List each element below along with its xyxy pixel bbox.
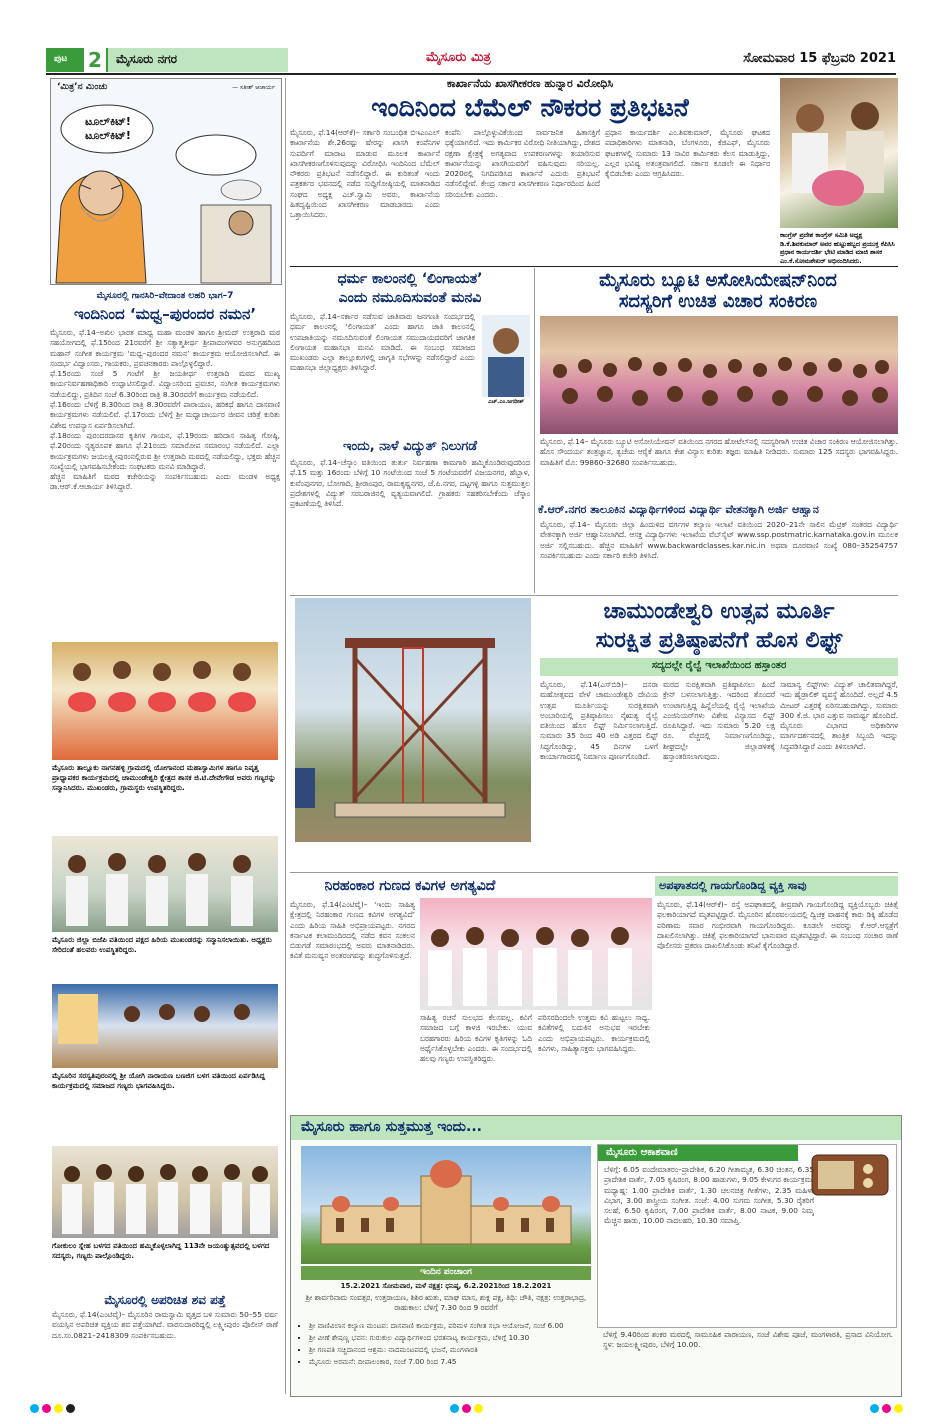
poets-col-3: ಪರಿಸರದಿಂದಲೇ ಉತ್ತಮ ಕವಿ ಹುಟ್ಟಲು ಸಾಧ್ಯ. ಕವಿತೆಗಳಲ್ಲಿ ಬದುಕಿನ ಅನುಭವ ಇರಬೇಕು ಎಂದು ಅಭಿಪ್ರಾಯಪಟ್ಟರು. ಕಾರ್ಯಕ್ರಮದಲ್ಲಿ ಕವಿಗಳು, ಸಾಹಿತ್ಯಾಸಕ್ತರು ಭಾಗವಹಿಸಿದ್ದರು.	[538, 1013, 650, 1053]
section-name-box	[108, 48, 288, 72]
radio-title-bar	[598, 1145, 798, 1161]
lift-structure	[295, 598, 531, 842]
chamundi-col-1: ಮೈಸೂರು, ಫೆ.14(ಎಸ್‌ಬಿಡಿ)– ದಸರಾ ಮಹೋತ್ಸವದ ವೇಳೆ ಚಾಮುಂಡೇಶ್ವರಿ ದೇವಿಯ ಉತ್ಸವ ಮೂರ್ತಿಯನ್ನು ಸುರಕ್ಷಿತವಾಗಿ ಅಂಬಾರಿಯಲ್ಲಿ ಪ್ರತಿಷ್ಠಾಪಿಸಲು ನೈಋತ್ಯ ರೈಲ್ವೆ ವತಿಯಿಂದ ಹೊಸ ಲಿಫ್ಟ್ ನಿರ್ಮಿಸಲಾಗುತ್ತಿದೆ. ಸುಮಾರು 35 ರಿಂದ 40 ಅಡಿ ಎತ್ತರದ ಲಿಫ್ಟ್ ಸಿದ್ಧಗೊಂಡಿದ್ದು, 45 ದಿನಗಳ ಒಳಗೆ ಕಾರ್ಯಾಗಾರದಲ್ಲಿ ನಿರ್ಮಾಣ ಪೂರ್ಣಗೊಂಡಿದೆ.	[540, 680, 658, 762]
registration-mark	[870, 1404, 879, 1413]
row-rule-2	[290, 872, 898, 873]
lingayat-portrait-caption: ಎಚ್.ಎಂ.ಜಗದೀಶ್	[488, 399, 524, 405]
issue-date: ಸೋಮವಾರ 15 ಫೆಬ್ರವರಿ 2021	[743, 51, 896, 66]
chamundi-headline-2: ಸುರಕ್ಷಿತ ಪ್ರತಿಷ್ಠಾಪನೆಗೆ ಹೊಸ ಲಿಫ್ಟ್	[595, 628, 843, 653]
panchang-title: ಇಂದಿನ ಪಂಚಾಂಗ	[420, 1267, 472, 1277]
unclaimed-body: ಮೈಸೂರು, ಫೆ.14(ಎಂಟಿವೈ)– ಮೈಸೂರಿನ ರಾಮಸ್ವಾಮಿ ವೃತ್ತದ ಬಳಿ ಸುಮಾರು 50–55 ವರ್ಷ ವಯಸ್ಸಿನ ಅಪರಿಚಿತ ವ್ಯಕ್ತಿಯ ಶವ ಪತ್ತೆಯಾಗಿದೆ. ವಾರಸುದಾರರಿದ್ದಲ್ಲಿ ಲಕ್ಷ್ಮೀಪುರಂ ಪೊಲೀಸ್ ಠಾಣೆ ದೂ.ಸಂ.0821–2418309 ಸಂಪರ್ಕಿಸಬಹುದು.	[52, 1310, 278, 1340]
header-rule	[46, 73, 896, 75]
registration-mark	[882, 1404, 891, 1413]
felicitation-people-3	[52, 984, 278, 1068]
today-box	[290, 1115, 902, 1397]
event-item: ▪ ಶ್ರೀ ವೀಣೆ ಶೇಷಣ್ಣ ಭವನ: ಗುರುಕುಲ ವಿದ್ಯಾರ್ಥಿಗಳಿಂದ ಭರತನಾಟ್ಯ ಕಾರ್ಯಕ್ರಮ, ಬೆಳಿಗ್ಗೆ 10.30	[309, 1333, 609, 1343]
lingayat-portrait	[482, 315, 530, 397]
power-body: ಮೈಸೂರು, ಫೆ.14–ಚೆಸ್ಕಾಂ ವತಿಯಿಂದ ತುರ್ತು ನಿರ್ವಹಣಾ ಕಾಮಗಾರಿ ಹಮ್ಮಿಕೊಂಡಿರುವುದರಿಂದ ಫೆ.15 ಮತ್ತು 16ರಂದು ಬೆಳಿಗ್ಗೆ 10 ಗಂಟೆಯಿಂದ ಸಂಜೆ 5 ಗಂಟೆಯವರೆಗೆ ವಿಜಯನಗರ, ಹೆಬ್ಬಾಳ, ಕುವೆಂಪುನಗರ, ಬೋಗಾದಿ, ಶ್ರೀರಾಂಪುರ, ರಾಮಕೃಷ್ಣನಗರ, ಜೆ.ಪಿ.ನಗರ, ದಟ್ಟಗಳ್ಳಿ ಹಾಗೂ ಸುತ್ತಮುತ್ತಲ ಪ್ರದೇಶಗಳಲ್ಲಿ ವಿದ್ಯುತ್ ಸರಬರಾಜಿನಲ್ಲಿ ವ್ಯತ್ಯಯವಾಗಲಿದೆ. ಗ್ರಾಹಕರು ಸಹಕರಿಸಬೇಕೆಂದು ಚೆಸ್ಕಾಂ ಪ್ರಕಟಣೆಯಲ್ಲಿ ತಿಳಿಸಿದೆ.	[290, 458, 530, 509]
series-body: ಮೈಸೂರು, ಫೆ.14–ಅಖಿಲ ಭಾರತ ಮಾಧ್ವ ಮಹಾ ಮಂಡಳಿ ಹಾಗೂ ಶ್ರೀಮದ್ ಉತ್ತರಾದಿ ಮಠ ಸಹಯೋಗದಲ್ಲಿ ಫೆ.15ರಿಂದ 21ರವರೆಗೆ ಶ್ರೀ ಸತ್ಯಾತ್ಮತೀರ್ಥ ಶ್ರೀಪಾದಂಗಳವರ ಅನುಗ್ರಹದಿಂದ ಮಹಾನ್ ಸಂಗೀತ ಕಾರ್ಯಕ್ರಮ ‘ಮಧ್ವ–ಪುರಂದರ ನಮನ’ ಕಾರ್ಯಕ್ರಮ ಆಯೋಜಿಸಲಾಗಿದೆ. ಈ ಸಂದರ್ಭ ವಿದ್ವಾಂಸರು, ಗಾಯಕರು, ಪ್ರವಚನಕಾರರು ಪಾಲ್ಗೊಳ್ಳಲಿದ್ದಾರೆ. ಫೆ.15ರಂದು ಸಂಜೆ 5 ಗಂಟೆಗೆ ಶ್ರೀ ಜಯತೀರ್ಥ ಉತ್ತರಾದಿ ಮಠದ ಮುಖ್ಯ ಕಾರ್ಯನಿರ್ವಹಣಾಧಿಕಾರಿ ಉದ್ಘಾಟಿಸಲಿದ್ದಾರೆ. ವಿದ್ವಾಂಸರಿಂದ ಪ್ರವಚನ, ಸಂಗೀತ ಕಾರ್ಯಕ್ರಮಗಳು ನಡೆಯಲಿದ್ದು, ಪ್ರತಿದಿನ ಸಂಜೆ 6.30ರಿಂದ ರಾತ್ರಿ 8.30ರವರೆಗೆ ಕಾರ್ಯಕ್ರಮ ನಡೆಯಲಿದೆ. ಫೆ.16ರಂದು ಬೆಳಿಗ್ಗೆ 8.30ರಿಂದ ರಾತ್ರಿ 8.30ರವರೆಗೆ ಪಾರಾಯಣ, ಹರಿಕಥೆ ಹಾಗೂ ದಾಸವಾಣಿ ಕಾರ್ಯಕ್ರಮಗಳು ನಡೆಯಲಿವೆ. ಫೆ.17ರಂದು ಬೆಳಿಗ್ಗೆ ಶ್ರೀ ಮಧ್ವಾಚಾರ್ಯರ ಜೀವನ ಚರಿತ್ರೆ ಕುರಿತು ವಿಶೇಷ ಉಪನ್ಯಾಸ ಏರ್ಪಡಿಸಲಾಗಿದೆ. ಫೆ.18ರಂದು ಪುರಂದರದಾಸರ ಕೃತಿಗಳ ಗಾಯನ, ಫೆ.19ರಂದು ಹರಿದಾಸ ಸಾಹಿತ್ಯ ಗೋಷ್ಠಿ, ಫೆ.20ರಂದು ನೃತ್ಯರೂಪಕ ಹಾಗೂ ಫೆ.21ರಂದು ಸಮಾರೋಪ ಸಮಾರಂಭ ನಡೆಯಲಿದೆ. ಎಲ್ಲಾ ಕಾರ್ಯಕ್ರಮಗಳು ಜಯಲಕ್ಷ್ಮೀಪುರಂನಲ್ಲಿರುವ ಶ್ರೀ ಉತ್ತರಾದಿ ಮಠದಲ್ಲಿ ನಡೆಯಲಿದ್ದು, ಭಕ್ತರು ಹೆಚ್ಚಿನ ಸಂಖ್ಯೆಯಲ್ಲಿ ಭಾಗವಹಿಸಬೇಕೆಂದು ಸಂಘಟಕರು ಮನವಿ ಮಾಡಿದ್ದಾರೆ. ಹೆಚ್ಚಿನ ಮಾಹಿತಿಗೆ ಮಠದ ಕಚೇರಿಯನ್ನು ಸಂಪರ್ಕಿಸಬಹುದು ಎಂದು ಮಂಡಳಿ ಅಧ್ಯಕ್ಷ ಡಾ.ಆರ್.ಕೆ.ಆಚಾರ್ಯ ತಿಳಿಸಿದ್ದಾರೆ.	[50, 328, 280, 492]
panchang-title-bar	[301, 1266, 591, 1280]
panchang-line-2: ಶ್ರೀ ಶಾರ್ವರಿನಾಮ ಸಂವತ್ಸರ, ಉತ್ತರಾಯಣ, ಶಿಶಿರ ಋತು, ಮಾಘ ಮಾಸ, ಶುಕ್ಲ ಪಕ್ಷ, ತಿಥಿ: ಚೌತಿ, ನಕ್ಷತ್ರ: ಉತ್ತರಾಭಾದ್ರ, ರಾಹುಕಾಲ: ಬೆಳಿಗ್ಗೆ 7.30 ರಿಂದ 9 ರವರೆಗೆ	[305, 1293, 587, 1313]
felicitation-photo-2	[52, 836, 278, 932]
scholar-body: ಮೈಸೂರು, ಫೆ.14– ಮೈಸೂರು ಜಿಲ್ಲಾ ಹಿಂದುಳಿದ ವರ್ಗಗಳ ಕಲ್ಯಾಣ ಇಲಾಖೆ ವತಿಯಿಂದ 2020–21ನೇ ಸಾಲಿನ ಮೆಟ್ರಿಕ್ ನಂತರದ ವಿದ್ಯಾರ್ಥಿ ವೇತನಕ್ಕಾಗಿ ಅರ್ಜಿ ಆಹ್ವಾನಿಸಲಾಗಿದೆ. ಆಸಕ್ತ ವಿದ್ಯಾರ್ಥಿಗಳು ಇಲಾಖೆಯ ವೆಬ್‌ಸೈಟ್ www.ssp.postmatric.karnataka.gov.in ಮೂಲಕ ಅರ್ಜಿ ಸಲ್ಲಿಸಬಹುದು. ಹೆಚ್ಚಿನ ಮಾಹಿತಿಗೆ www.backwardclasses.kar.nic.in ಅಥವಾ ದೂರವಾಣಿ ಸಂಖ್ಯೆ 080–35254757 ಸಂಪರ್ಕಿಸಬಹುದು ಎಂದು ಸರ್ಕಾರಿ ಕಚೇರಿ ತಿಳಿಸಿದೆ.	[540, 520, 898, 560]
registration-mark	[30, 1404, 39, 1413]
page-header	[46, 48, 896, 72]
cartoon-title: ‘ಮಿತ್ರ’ನ ಮಿಂಚು	[57, 82, 108, 92]
events-right: ಬೆಳಿಗ್ಗೆ 9.40ರಿಂದ ಶಂಕರ ಮಠದಲ್ಲಿ ಸಾಮೂಹಿಕ ಪಾರಾಯಣ, ಸಂಜೆ ವಿಶೇಷ ಪೂಜೆ, ಮಂಗಳಾರತಿ, ಪ್ರಸಾದ ವಿನಿಯೋಗ. ಸ್ಥಳ: ಜಯಲಕ್ಷ್ಮೀಪುರಂ, ಬೆಳಿಗ್ಗೆ 10.00.	[603, 1330, 893, 1350]
chamundi-subhead-bar	[540, 658, 898, 676]
registration-mark	[54, 1404, 63, 1413]
page-label: ಪುಟ	[54, 54, 68, 64]
chamundi-col-3: ಸಾಮಾನ್ಯ ಲಿಫ್ಟ್‌ಗಳು ವಿದ್ಯುತ್ ಚಾಲಿತವಾಗಿದ್ದರೆ, ಇದು ಹೈಡ್ರಾಲಿಕ್ ವ್ಯವಸ್ಥೆ ಹೊಂದಿದೆ. ಅಲ್ಲದೆ 4.5 ಮೀಟರ್ ಎತ್ತರಕ್ಕೆ ಏರಿಸಬಹುದಾಗಿದ್ದು, ಸುಮಾರು 300 ಕೆ.ಜಿ. ಭಾರ ಎತ್ತುವ ಸಾಮರ್ಥ್ಯ ಹೊಂದಿದೆ. ಮೈಸೂರು ವಿಭಾಗದ ಅಧಿಕಾರಿಗಳ ಮಾರ್ಗದರ್ಶನದಲ್ಲಿ ತಾಂತ್ರಿಕ ಸಿಬ್ಬಂದಿ ಇದನ್ನು ಸಿದ್ಧಪಡಿಸಿದ್ದಾರೆ ಎಂದು ತಿಳಿಸಲಾಗಿದೆ.	[780, 680, 898, 751]
chamundi-col-2: ಮರದ ಸುರಕ್ಷಿತವಾಗಿ ಪ್ರತಿಷ್ಠಾಪಿಸಲು ಹಿಂದೆ ಕ್ರೇನ್ ಬಳಸಲಾಗುತ್ತಿತ್ತು. ಇದರಿಂದ ತೊಂದರೆ ಉಂಟಾಗುತ್ತಿದ್ದ ಹಿನ್ನೆಲೆಯಲ್ಲಿ ರೈಲ್ವೆ ಇಲಾಖೆಯ ಎಂಜಿನಿಯರ್‌ಗಳು ವಿಶೇಷ ವಿನ್ಯಾಸದ ಲಿಫ್ಟ್ ರೂಪಿಸಿದ್ದಾರೆ. ಇದು ಸುಮಾರು 5.20 ಲಕ್ಷ ರೂ. ವೆಚ್ಚದಲ್ಲಿ ನಿರ್ಮಾಣಗೊಂಡಿದ್ದು, ಶೀಘ್ರದಲ್ಲೇ ಜಿಲ್ಲಾಡಳಿತಕ್ಕೆ ಹಸ್ತಾಂತರಿಸಲಾಗುವುದು.	[663, 680, 775, 762]
beauty-crowd	[540, 316, 898, 434]
chamundi-subhead: ಸದ್ಯದಲ್ಲೇ ರೈಲ್ವೆ ಇಲಾಖೆಯಿಂದ ಹಸ್ತಾಂತರ	[651, 660, 787, 671]
col-rule-2	[534, 268, 535, 593]
bemel-photo	[780, 78, 898, 228]
scholar-headline: ಕೆ.ಆರ್.ನಗರ ತಾಲೂಕಿನ ವಿದ್ಯಾರ್ಥಿಗಳಿಂದ ವಿದ್ಯಾರ್ಥಿ ವೇತನಕ್ಕಾಗಿ ಅರ್ಜಿ ಆಹ್ವಾನ	[538, 503, 819, 516]
registration-mark	[42, 1404, 51, 1413]
felicitation-people-2	[52, 836, 278, 932]
beauty-headline-1: ಮೈಸೂರು ಬ್ಯೂಟಿ ಅಸೋಸಿಯೇಷನ್‌ನಿಂದ	[599, 270, 837, 291]
row-rule-1	[290, 595, 898, 596]
registration-mark	[66, 1404, 75, 1413]
registration-mark	[894, 1404, 903, 1413]
felicitation-caption-1: ಮೈಸೂರು ತಾಲ್ಲೂಕು ನಾಗನಹಳ್ಳಿ ಗ್ರಾಮದಲ್ಲಿ ಯೋಗಾನಂದ ಮಹಾಸ್ವಾಮಿಗಳ ಹಾಗೂ ನಿವೃತ್ತ ಪ್ರಾಧ್ಯಾಪಕರ ಕಾರ್ಯಕ್ರಮದಲ್ಲಿ ಚಾಮುಂಡೇಶ್ವರಿ ಕ್ಷೇತ್ರದ ಶಾಸಕ ಜಿ.ಟಿ.ದೇವೇಗೌಡ ಅವರು ಗಣ್ಯರನ್ನು ಸನ್ಮಾನಿಸಿದರು. ಮುಖಂಡರು, ಗ್ರಾಮಸ್ಥರು ಉಪಸ್ಥಿತರಿದ್ದರು.	[52, 763, 276, 792]
felicitation-photo-3	[52, 984, 278, 1068]
bemel-photo-caption: ಕಾಂಗ್ರೆಸ್ ಪ್ರದೇಶ ಕಾಂಗ್ರೆಸ್ ಸಮಿತಿ ಅಧ್ಯಕ್ಷ ಡಿ.ಕೆ.ಶಿವಕುಮಾರ್ ಅವರ ಹುಟ್ಟುಹಬ್ಬದ ಪ್ರಯುಕ್ತ ಕೆಪಿಸಿಸಿ ಪ್ರಧಾನ ಕಾರ್ಯದರ್ಶಿ ಭೇಟಿ ಮಾಡಿದ ಮಾಜಿ ಶಾಸಕ ಎಂ.ಕೆ.ಸೋಮಶೇಖರ್ ಅಭಿನಂದಿಸಿದರು.	[780, 232, 895, 265]
bemel-col-3: ಪ್ರಧಾನ ಕಾರ್ಯದರ್ಶಿ ಎಂ.ಶಿವಕುಮಾರ್, ಮೈಸೂರು ಘಟಕದ ಪದಾಧಿಕಾರಿಗಳು ಮಾತನಾಡಿ, ಬೆಂಗಳೂರು, ಕೆಜಿಎಫ್, ಮೈಸೂರು ಘಟಕಗಳಲ್ಲಿ ಸುಮಾರು 13 ಸಾವಿರ ಕಾರ್ಮಿಕರು ಕೆಲಸ ಮಾಡುತ್ತಿದ್ದು, ಎಲ್ಲರ ಭವಿಷ್ಯ ಅತಂತ್ರವಾಗಲಿದೆ. ಸರ್ಕಾರ ಕೂಡಲೇ ಈ ನಿರ್ಧಾರ ಕೈಬಿಡಬೇಕು ಎಂದು ಆಗ್ರಹಿಸಿದರು.	[605, 128, 770, 179]
bemel-col-1: ಮೈಸೂರು, ಫೆ.14(ಆರ್‌ಕೆ)– ಸರ್ಕಾರಿ ಸಂಬಂಧಿತ ಬಿಇಎಂಎಲ್ ಕಾರ್ಖಾನೆಯ ಶೇ.26ರಷ್ಟು ಷೇರನ್ನು ಖಾಸಗಿ ಕಂಪೆನಿಗಳ ಸುಪರ್ದಿಗೆ ಮಾರಾಟ ಮಾಡುವ ಮೂಲಕ ಕಾರ್ಖಾನೆ ಖಾಸಗೀಕರಣಗೊಳಿಸುವುದನ್ನು ವಿರೋಧಿಸಿ ಇಂದಿನಿಂದ ಬೆಮೆಲ್ ನೌಕರರು ಪ್ರತಿಭಟನೆ ನಡೆಸಲಿದ್ದಾರೆ. ಈ ಕುರಿತಂತೆ ಇಂದು ಪತ್ರಕರ್ತರ ಭವನದಲ್ಲಿ ನಡೆದ ಸುದ್ದಿಗೋಷ್ಠಿಯಲ್ಲಿ ಮಾತನಾಡಿದ ಸಂಘದ ಅಧ್ಯಕ್ಷ ಎಚ್.ಸ್ವಾಮಿ ಅವರು, ಕಾರ್ಖಾನೆಯ ಹಿತದೃಷ್ಟಿಯಿಂದ ಖಾಸಗೀಕರಣ ಮಾಡಬಾರದು ಎಂದು ಒತ್ತಾಯಿಸಿದರು.	[290, 128, 440, 220]
cartoon-speech: ಟೂಲ್‌ಕಿಟ್! ಟೂಲ್‌ಕಿಟ್!	[85, 115, 131, 142]
radio-schedule: ಬೆಳಿಗ್ಗೆ: 6.05 ವಂದೇಮಾತರಂ–ಪ್ರಾದೇಶಿಕ, 6.20 ಗೀತಾಮೃತ, 6.30 ಚಿಂತನ, 6.35 ಪ್ರಾದೇಶಿಕ ವಾರ್ತೆ, 7.05 ಕೃಷಿರಂಗ, 8.00 ಹಾಡುಗಳು, 9.05 ಕೇಳುಗರ ಕಾರ್ಯಕ್ರಮ. ಮಧ್ಯಾಹ್ನ: 1.00 ಪ್ರಾದೇಶಿಕ ವಾರ್ತೆ, 1.30 ಚಲನಚಿತ್ರ ಗೀತೆಗಳು, 2.35 ಮಹಿಳಾ ವಿಭಾಗ, 3.00 ಶಾಸ್ತ್ರೀಯ ಸಂಗೀತ. ಸಂಜೆ: 4.00 ಸುಗಮ ಸಂಗೀತ, 5.30 ರೈತರಿಗೆ ಸಲಹೆ, 6.50 ಕೃಷಿರಂಗ, 7.00 ಪ್ರಾದೇಶಿಕ ವಾರ್ತೆ, 8.00 ನಾಟಕ, 9.00 ನಿಮ್ಮ ಮೆಚ್ಚಿನ ಹಾಡು, 10.00 ನಾದಲಹರಿ, 10.30 ಸಮಾಪ್ತಿ.	[604, 1165, 814, 1226]
felicitation-people-1	[52, 642, 278, 760]
series-kicker: ಮೈಸೂರಲ್ಲಿ ಗಾನಸಿರಿ–ವೇದಾಂತ ಲಹರಿ ಭಾಗ–7	[96, 291, 234, 301]
registration-mark	[462, 1404, 471, 1413]
section-name: ಮೈಸೂರು ನಗರ	[116, 52, 178, 66]
portrait-figure	[482, 315, 530, 397]
power-headline: ಇಂದು, ನಾಳೆ ವಿದ್ಯುತ್ ನಿಲುಗಡೆ	[342, 439, 478, 454]
radio-title: ಮೈಸೂರು ಆಕಾಶವಾಣಿ	[606, 1147, 678, 1158]
palace-illustration	[301, 1146, 591, 1264]
page-number: 2	[84, 48, 106, 72]
lift-photo	[295, 598, 531, 842]
series-headline: ಇಂದಿನಿಂದ ‘ಮಧ್ವ–ಪುರಂದರ ನಮನ’	[73, 305, 257, 323]
event-item: ▪ ಶ್ರೀ ಗಣಪತಿ ಸಚ್ಚಿದಾನಂದ ಆಶ್ರಮ: ನಾದಮಂಟಪದಲ್ಲಿ ಭಜನೆ, ಮಂಗಳಾರತಿ	[309, 1345, 609, 1355]
beauty-body: ಮೈಸೂರು, ಫೆ.14– ಮೈಸೂರು ಬ್ಯೂಟಿ ಅಸೋಸಿಯೇಷನ್ ವತಿಯಿಂದ ನಗರದ ಹೋಟೆಲ್‌ನಲ್ಲಿ ಸದಸ್ಯರಿಗಾಗಿ ಉಚಿತ ವಿಚಾರ ಸಂಕಿರಣ ಆಯೋಜಿಸಲಾಗಿತ್ತು. ಹೊಸ ಸೌಂದರ್ಯ ತಂತ್ರಜ್ಞಾನ, ತ್ವಚೆಯ ಆರೈಕೆ ಹಾಗೂ ಕೇಶ ವಿನ್ಯಾಸ ಕುರಿತು ತಜ್ಞರು ಮಾಹಿತಿ ನೀಡಿದರು. ಸುಮಾರು 125 ಸದಸ್ಯರು ಭಾಗವಹಿಸಿದ್ದರು. ಮಾಹಿತಿಗೆ ಮೊ: 99860-32680 ಸಂಪರ್ಕಿಸಬಹುದು.	[540, 437, 898, 467]
registration-mark	[474, 1404, 483, 1413]
event-item: ▪ ಶ್ರೀ ವಾಣಿವಿಲಾಸ ಕಲ್ಯಾಣ ಮಂಟಪ: ದಾಸವಾಣಿ ಕಾರ್ಯಕ್ರಮ, ಪರಿಮಳ ಸಂಗೀತ ಸಭಾ ಆಯೋಜನೆ, ಸಂಜೆ 6.00	[309, 1321, 609, 1331]
bemel-headline: ಇಂದಿನಿಂದ ಬೆಮೆಲ್ ನೌಕರರ ಪ್ರತಿಭಟನೆ	[371, 93, 689, 122]
chamundi-headline-1: ಚಾಮುಂಡೇಶ್ವರಿ ಉತ್ಸವ ಮೂರ್ತಿ	[603, 599, 835, 624]
poets-headline: ನಿರಹಂಕಾರ ಗುಣದ ಕವಿಗಳ ಅಗತ್ಯವಿದೆ	[324, 878, 496, 894]
col-rule-1	[285, 78, 286, 1394]
radio-box	[597, 1144, 897, 1328]
rule-bemel-bottom	[290, 266, 898, 267]
today-title: ಮೈಸೂರು ಹಾಗೂ ಸುತ್ತಮುತ್ತ ಇಂದು...	[301, 1119, 482, 1135]
unclaimed-headline: ಮೈಸೂರಲ್ಲಿ ಅಪರಿಚಿತ ಶವ ಪತ್ತೆ	[104, 1293, 226, 1307]
bemel-photo-people	[780, 78, 898, 228]
felicitation-photo-1	[52, 642, 278, 760]
page-number-box	[46, 48, 108, 72]
masthead-logo: ಮೈಸೂರು ಮಿತ್ರ	[426, 50, 491, 65]
bemel-col-2: ಕಂಪೆನಿ ಪಾಲ್ಗೊಳ್ಳುವಿಕೆಯಿಂದ ಸಾರ್ವಜನಿಕ ಹಿತಾಸಕ್ತಿಗೆ ಧಕ್ಕೆಯಾಗಲಿದೆ. ಇದು ಕಾರ್ಮಿಕರ ವಿರೋಧಿ ನೀತಿಯಾಗಿದ್ದು, ದೇಶದ ರಕ್ಷಣಾ ಕ್ಷೇತ್ರಕ್ಕೆ ಅಗತ್ಯವಾದ ಉಪಕರಣಗಳನ್ನು ತಯಾರಿಸುವ ಕಾರ್ಖಾನೆಯನ್ನು ಖಾಸಗಿಯವರಿಗೆ ವಹಿಸುವುದು ಸರಿಯಲ್ಲ. 2020ರಲ್ಲಿ ನಿಗದಿಪಡಿಸಿದ ಕಾರ್ಖಾನೆ ಎದುರು ಪ್ರತಿಭಟನೆ ನಡೆಸಲಿದ್ದೇವೆ. ಕೇಂದ್ರ ಸರ್ಕಾರ ಖಾಸಗೀಕರಣ ನಿರ್ಧಾರದಿಂದ ಹಿಂದೆ ಸರಿಯಬೇಕು ಎಂದರು.	[445, 128, 600, 199]
book-release-people	[420, 898, 652, 1010]
today-title-bar	[291, 1116, 901, 1140]
felicitation-caption-4: ಗೋಕುಲಂ ಸ್ನೇಹ ಬಳಗದ ವತಿಯಿಂದ ಹಮ್ಮಿಕೊಳ್ಳಲಾಗಿದ್ದ 113ನೇ ಜಯಂತ್ಯುತ್ಸವದಲ್ಲಿ ಬಳಗದ ಸದಸ್ಯರು, ಗಣ್ಯರು ಪಾಲ್ಗೊಂಡಿದ್ದರು.	[52, 1241, 270, 1260]
bemel-kicker: ಕಾರ್ಖಾನೆಯ ಖಾಸಗೀಕರಣ ಹುನ್ನಾರ ವಿರೋಧಿಸಿ	[446, 77, 614, 90]
cartoon-box	[50, 78, 282, 285]
lingayat-body: ಮೈಸೂರು, ಫೆ.14–ಸರ್ಕಾರ ನಡೆಸುವ ಜಾತಿವಾರು ಜನಗಣತಿ ಸಂದರ್ಭದಲ್ಲಿ ಧರ್ಮ ಕಾಲಂನಲ್ಲಿ ‘ಲಿಂಗಾಯತ’ ಎಂದು ಹಾಗೂ ಜಾತಿ ಕಾಲಂನಲ್ಲಿ ಉಪಜಾತಿಯನ್ನು ನಮೂದಿಸುವಂತೆ ಲಿಂಗಾಯತ ಸಮುದಾಯದವರಿಗೆ ಜಾಗತಿಕ ಲಿಂಗಾಯತ ಮಹಾಸಭಾ ಮನವಿ ಮಾಡಿದೆ. ಈ ಸಂಬಂಧ ಸಮಾಜದ ಮುಖಂಡರು ಎಲ್ಲಾ ತಾಲ್ಲೂಕುಗಳಲ್ಲಿ ಜಾಗೃತಿ ಸಭೆಗಳನ್ನು ನಡೆಸಲಿದ್ದಾರೆ ಎಂದು ಮಹಾಸಭಾ ಜಿಲ್ಲಾಧ್ಯಕ್ಷರು ತಿಳಿಸಿದ್ದಾರೆ.	[290, 312, 475, 373]
radio-icon	[810, 1149, 890, 1197]
felicitation-photo-4	[52, 1146, 278, 1238]
poets-col-1: ಮೈಸೂರು, ಫೆ.14(ಎಂಟಿವೈ)– ‘ಇಂದು ಸಾಹಿತ್ಯ ಕ್ಷೇತ್ರದಲ್ಲಿ ನಿರಹಂಕಾರ ಗುಣದ ಕವಿಗಳ ಅಗತ್ಯವಿದೆ’ ಎಂದು ಹಿರಿಯ ಸಾಹಿತಿ ಅಭಿಪ್ರಾಯಪಟ್ಟರು. ನಗರದ ಕರ್ನಾಟಕ ಕಲಾಮಂದಿರದಲ್ಲಿ ನಡೆದ ಕವನ ಸಂಕಲನ ಬಿಡುಗಡೆ ಸಮಾರಂಭದಲ್ಲಿ ಅವರು ಮಾತನಾಡಿದರು. ಕವಿತೆ ಮನುಷ್ಯನ ಅಂತರಂಗವನ್ನು ಶುದ್ಧಗೊಳಿಸುತ್ತದೆ.	[290, 900, 415, 961]
cartoon-artist: — ಸತೀಶ್ ಆಚಾರ್ಯ	[232, 84, 275, 91]
felicitation-caption-2: ಮೈಸೂರು ಜಿಲ್ಲಾ ಬಿಜೆಪಿ ವತಿಯಿಂದ ಪಕ್ಷದ ಹಿರಿಯ ಮುಖಂಡರನ್ನು ಸನ್ಮಾನಿಸಲಾಯಿತು. ಅಧ್ಯಕ್ಷರು ಸೇರಿದಂತೆ ಹಲವರು ಉಪಸ್ಥಿತರಿದ್ದರು.	[52, 935, 272, 954]
felicitation-caption-3: ಮೈಸೂರಿನ ಸರಸ್ವತಿಪುರಂನಲ್ಲಿ ಶ್ರೀ ಯೋಗಿ ನಾರಾಯಣ ಬಣಜಿಗ ಬಳಗ ವತಿಯಿಂದ ಏರ್ಪಡಿಸಿದ್ದ ಕಾರ್ಯಕ್ರಮದಲ್ಲಿ ಸಮಾಜದ ಗಣ್ಯರು ಭಾಗವಹಿಸಿದ್ದರು.	[52, 1071, 266, 1090]
beauty-headline-2: ಸದಸ್ಯರಿಗೆ ಉಚಿತ ವಿಚಾರ ಸಂಕಿರಣ	[618, 291, 818, 312]
beauty-group-photo	[540, 316, 898, 434]
palace-photo	[301, 1146, 591, 1264]
registration-mark	[450, 1404, 459, 1413]
accident-headline: ಅಪಘಾತದಲ್ಲಿ ಗಾಯಗೊಂಡಿದ್ದ ವ್ಯಕ್ತಿ ಸಾವು	[659, 879, 807, 892]
book-release-photo	[420, 898, 652, 1010]
accident-headline-bar	[655, 876, 898, 896]
accident-body: ಮೈಸೂರು, ಫೆ.14(ಆರ್‌ಕೆ)– ರಸ್ತೆ ಅಪಘಾತದಲ್ಲಿ ತೀವ್ರವಾಗಿ ಗಾಯಗೊಂಡಿದ್ದ ವ್ಯಕ್ತಿಯೊಬ್ಬರು ಚಿಕಿತ್ಸೆ ಫಲಕಾರಿಯಾಗದೆ ಮೃತಪಟ್ಟಿದ್ದಾರೆ. ಮೈಸೂರಿನ ಹೊರವಲಯದಲ್ಲಿ ದ್ವಿಚಕ್ರ ವಾಹನಕ್ಕೆ ಕಾರು ಡಿಕ್ಕಿ ಹೊಡೆದ ಪರಿಣಾಮ ಸವಾರ ಗಂಭೀರವಾಗಿ ಗಾಯಗೊಂಡಿದ್ದರು. ಕೂಡಲೇ ಅವರನ್ನು ಕೆ.ಆರ್.ಆಸ್ಪತ್ರೆಗೆ ದಾಖಲಿಸಲಾಗಿತ್ತು. ಚಿಕಿತ್ಸೆ ಫಲಕಾರಿಯಾಗದೆ ಭಾನುವಾರ ಮೃತಪಟ್ಟಿದ್ದಾರೆ. ಈ ಸಂಬಂಧ ಸಂಚಾರ ಠಾಣೆ ಪೊಲೀಸರು ಪ್ರಕರಣ ದಾಖಲಿಸಿಕೊಂಡು ತನಿಖೆ ಕೈಗೊಂಡಿದ್ದಾರೆ.	[657, 900, 898, 951]
felicitation-people-4	[52, 1146, 278, 1238]
events-list	[297, 1321, 609, 1369]
event-item: ▪ ಮೈಸೂರು ಅರಮನೆ: ದೀಪಾಲಂಕಾರ, ಸಂಜೆ 7.00 ರಿಂದ 7.45	[309, 1357, 609, 1367]
lingayat-headline-1: ಧರ್ಮ ಕಾಲಂನಲ್ಲಿ ‘ಲಿಂಗಾಯತ’	[337, 271, 483, 287]
poets-col-2: ಸಾಹಿತ್ಯ ರಚನೆ ಸುಲಭದ ಕೆಲಸವಲ್ಲ. ಕವಿಗೆ ಸಮಾಜದ ಬಗ್ಗೆ ಕಾಳಜಿ ಇರಬೇಕು. ಯುವ ಬರಹಗಾರರು ಹಿರಿಯ ಕವಿಗಳ ಕೃತಿಗಳನ್ನು ಓದಿ ಅರ್ಥೈಸಿಕೊಳ್ಳಬೇಕು ಎಂದರು. ಈ ಸಂದರ್ಭದಲ್ಲಿ ಹಲವು ಗಣ್ಯರು ಉಪಸ್ಥಿತರಿದ್ದರು.	[420, 1013, 532, 1064]
lingayat-headline-2: ಎಂದು ನಮೂದಿಸುವಂತೆ ಮನವಿ	[338, 290, 482, 306]
panchang-line-1: 15.2.2021 ಸೋಮವಾರ, ಮಳೆ ನಕ್ಷತ್ರ: ಧನಿಷ್ಠ, 6.2.2021ರಿಂದ 18.2.2021	[340, 1282, 552, 1290]
